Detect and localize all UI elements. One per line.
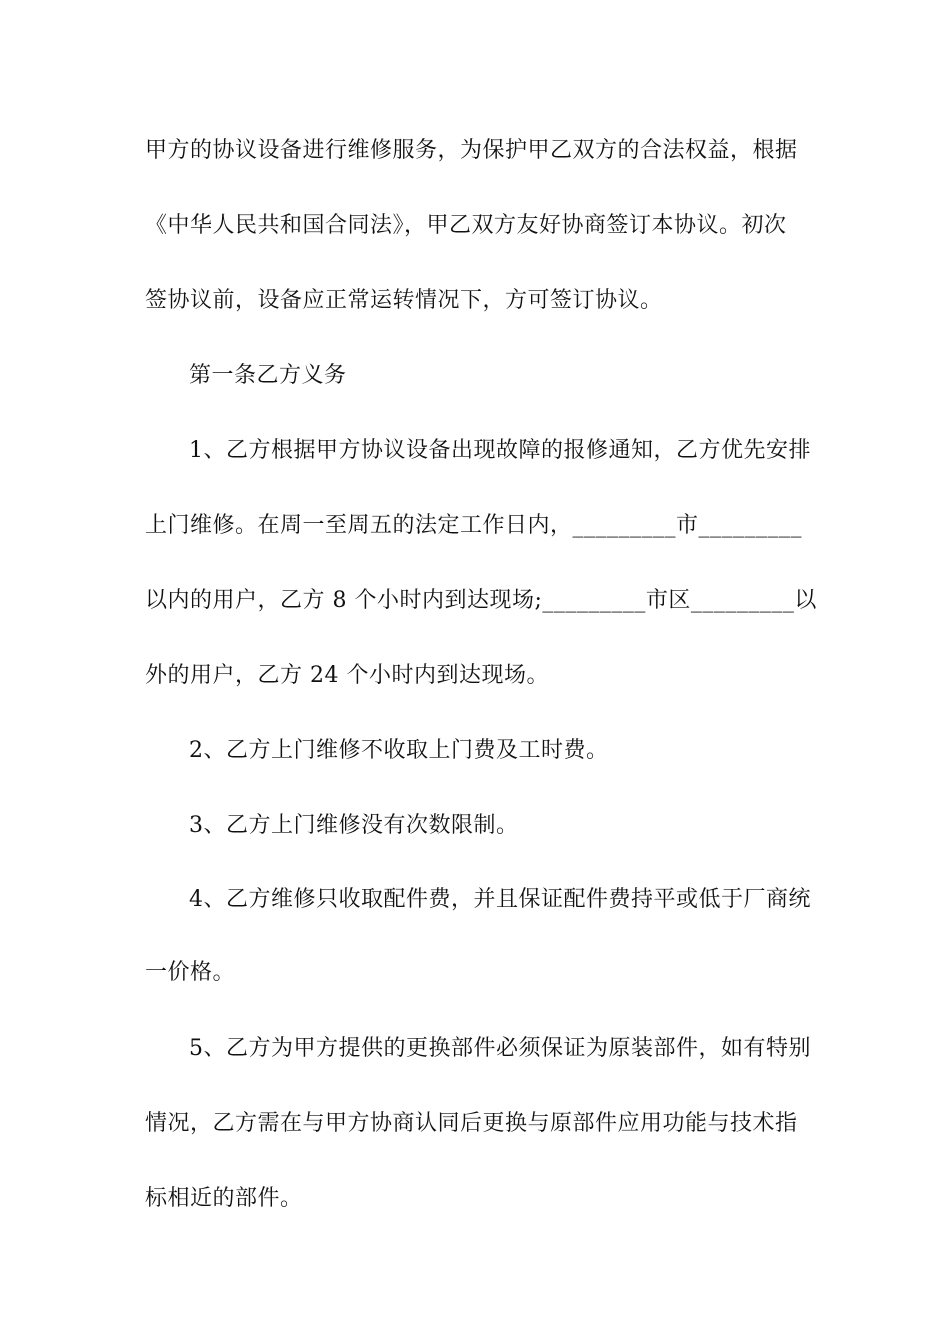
section-heading: 第一条乙方义务 [189, 363, 347, 388]
paragraph-line: 情况，乙方需在与甲方协商认同后更换与原部件应用功能与技术指 [145, 1111, 798, 1136]
paragraph-line: 签协议前，设备应正常运转情况下，方可签订协议。 [145, 288, 663, 313]
paragraph-line: 4、乙方维修只收取配件费，并且保证配件费持平或低于厂商统 [189, 887, 811, 912]
paragraph-line: 5、乙方为甲方提供的更换部件必须保证为原装部件，如有特别 [189, 1036, 811, 1061]
paragraph-line: 一价格。 [145, 960, 236, 985]
paragraph-line: 3、乙方上门维修没有次数限制。 [189, 813, 519, 838]
paragraph-line: 1、乙方根据甲方协议设备出现故障的报修通知，乙方优先安排 [189, 438, 811, 463]
paragraph-line: 甲方的协议设备进行维修服务，为保护甲乙双方的合法权益，根据 [145, 138, 798, 163]
paragraph-line: 2、乙方上门维修不收取上门费及工时费。 [189, 738, 609, 763]
paragraph-line: 标相近的部件。 [145, 1186, 303, 1211]
paragraph-line: 《中华人民共和国合同法》，甲乙双方友好协商签订本协议。初次 [145, 213, 787, 238]
paragraph-line: 上门维修。在周一至周五的法定工作日内，_________市_________ [145, 513, 803, 538]
paragraph-line: 以内的用户，乙方 8 个小时内到达现场;_________市区_________以 [145, 588, 817, 613]
paragraph-line: 外的用户，乙方 24 个小时内到达现场。 [145, 663, 549, 688]
